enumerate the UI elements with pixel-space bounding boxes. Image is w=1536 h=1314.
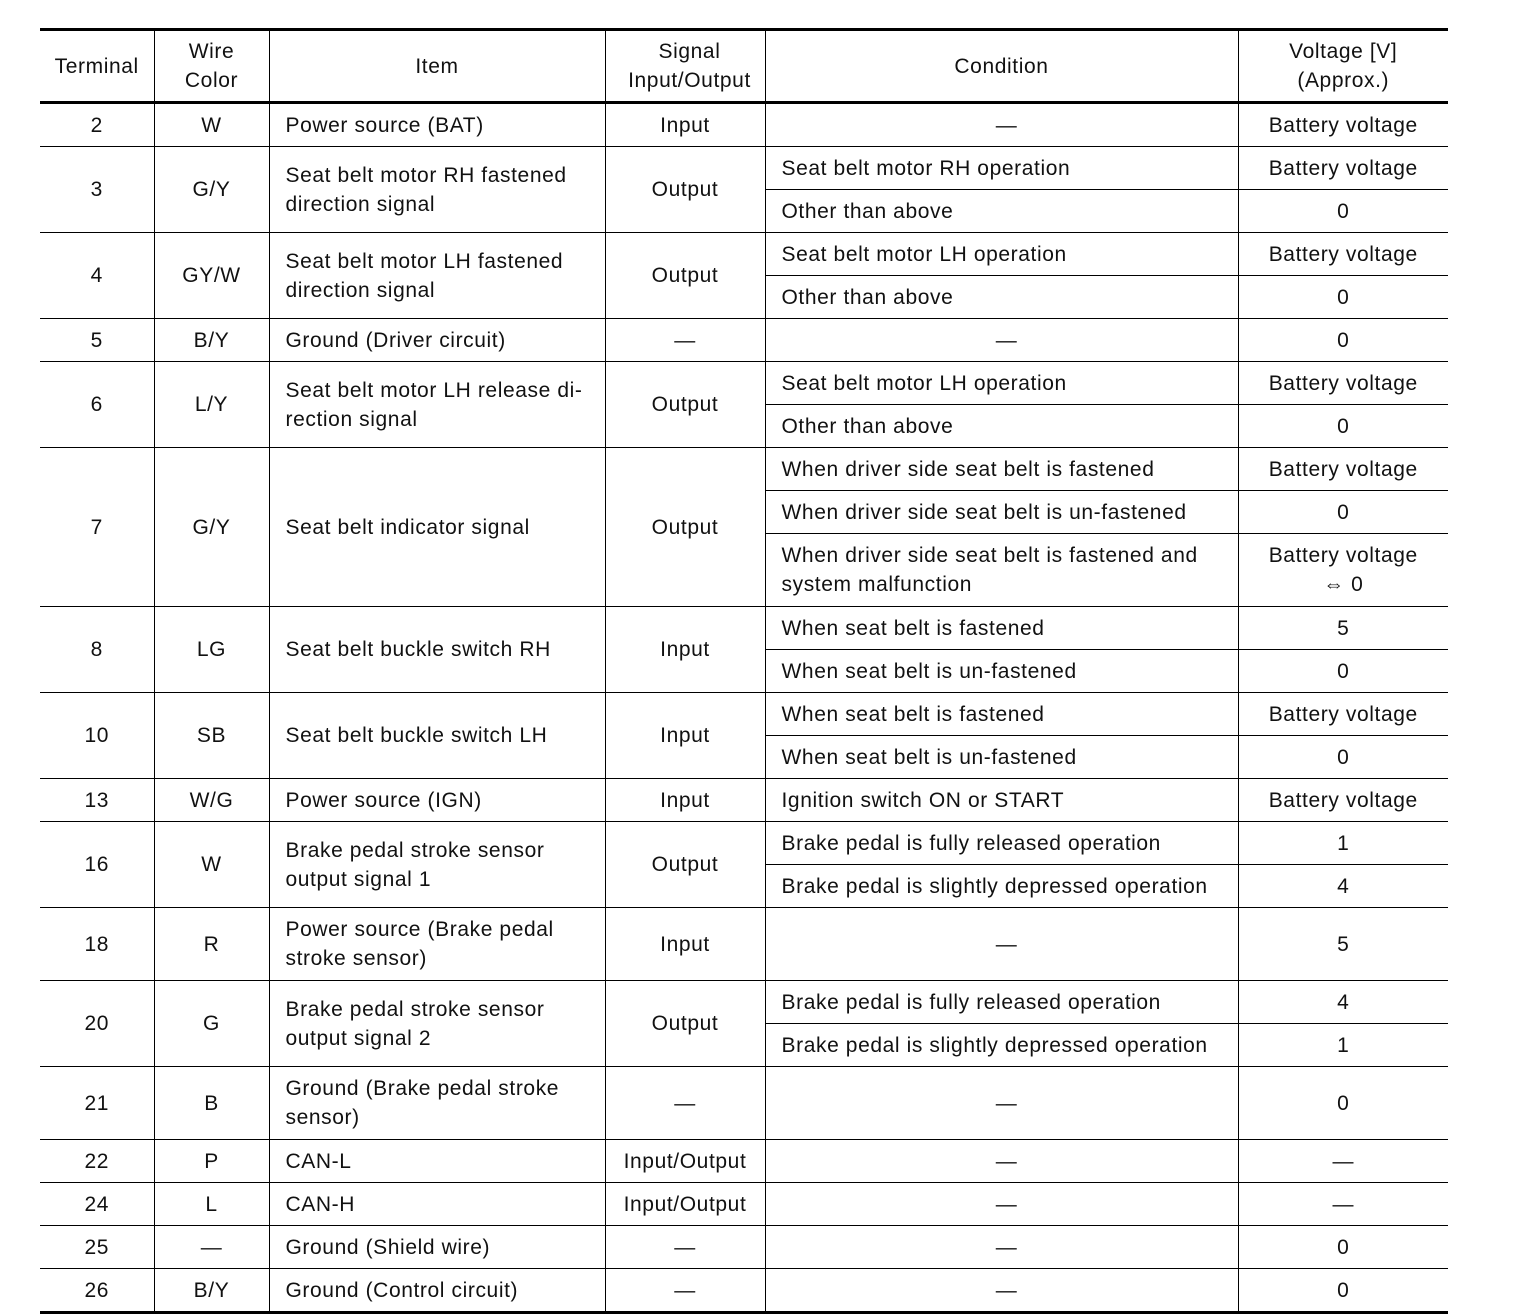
terminal-cell: 5: [40, 319, 154, 362]
wire-color-cell: G/Y: [154, 147, 269, 233]
item-cell: Ground (Control circuit): [269, 1269, 605, 1313]
voltage-cell: 0: [1238, 1269, 1448, 1313]
header-wire-color: [154, 30, 269, 103]
voltage-cell: Battery voltage: [1238, 103, 1448, 147]
signal-cell: Input: [605, 779, 765, 822]
condition-cell: When driver side seat belt is fastened: [765, 448, 1238, 491]
signal-cell: Output: [605, 822, 765, 908]
wire-color-cell: GY/W: [154, 233, 269, 319]
condition-cell: Brake pedal is slightly depressed operation: [765, 865, 1238, 908]
header-row: [40, 30, 1448, 103]
header-signal: [605, 30, 765, 103]
signal-cell: —: [605, 1067, 765, 1140]
condition-cell: —: [765, 1067, 1238, 1140]
voltage-cell: 0: [1238, 736, 1448, 779]
header-wire-color-text: Wire Color: [184, 40, 239, 92]
terminal-cell: 8: [40, 607, 154, 693]
terminal-cell: 10: [40, 693, 154, 779]
voltage-cell: Battery voltage: [1238, 693, 1448, 736]
table-row: [40, 362, 1448, 405]
signal-cell: Output: [605, 233, 765, 319]
table-row: [40, 822, 1448, 865]
item-cell: Power source (IGN): [269, 779, 605, 822]
item-cell: Power source (BAT): [269, 103, 605, 147]
table-body: [40, 103, 1448, 1313]
signal-cell: Output: [605, 981, 765, 1067]
condition-cell: —: [765, 1140, 1238, 1183]
item-cell: Ground (Shield wire): [269, 1226, 605, 1269]
item-cell: Power source (Brake pedal stroke sensor): [269, 908, 605, 981]
signal-cell: Input/Output: [605, 1183, 765, 1226]
condition-cell: Brake pedal is slightly depressed operation: [765, 1024, 1238, 1067]
wire-color-cell: G: [154, 981, 269, 1067]
terminal-cell: 6: [40, 362, 154, 448]
condition-cell: Other than above: [765, 276, 1238, 319]
terminal-cell: 16: [40, 822, 154, 908]
item-cell: Ground (Brake pedal stroke sensor): [269, 1067, 605, 1140]
condition-cell: Ignition switch ON or START: [765, 779, 1238, 822]
voltage-cell: 0: [1238, 1067, 1448, 1140]
signal-cell: —: [605, 1269, 765, 1313]
voltage-cell: 1: [1238, 1024, 1448, 1067]
terminal-cell: 4: [40, 233, 154, 319]
signal-cell: Input: [605, 908, 765, 981]
table-header: [40, 30, 1448, 103]
header-terminal: Terminal: [40, 30, 154, 103]
voltage-cell: —: [1238, 1183, 1448, 1226]
voltage-cell: 5: [1238, 607, 1448, 650]
terminal-cell: 24: [40, 1183, 154, 1226]
voltage-cell: 4: [1238, 865, 1448, 908]
condition-cell: Brake pedal is fully released operation: [765, 822, 1238, 865]
item-cell: CAN-L: [269, 1140, 605, 1183]
table-row: [40, 1140, 1448, 1183]
item-cell: Seat belt indicator signal: [269, 448, 605, 607]
condition-cell: When seat belt is fastened: [765, 693, 1238, 736]
signal-cell: —: [605, 1226, 765, 1269]
table-row: [40, 779, 1448, 822]
voltage-cell: 4: [1238, 981, 1448, 1024]
condition-cell: Seat belt motor LH operation: [765, 233, 1238, 276]
voltage-cell: Battery voltage: [1238, 448, 1448, 491]
signal-cell: Input: [605, 693, 765, 779]
item-cell: Seat belt motor LH fastened direction signal: [269, 233, 605, 319]
header-voltage: [1238, 30, 1448, 103]
table-row: [40, 1226, 1448, 1269]
voltage-cell: 0: [1238, 405, 1448, 448]
condition-cell: —: [765, 1183, 1238, 1226]
item-cell: Brake pedal stroke sensor output signal 2: [269, 981, 605, 1067]
wire-color-cell: SB: [154, 693, 269, 779]
wire-color-cell: W: [154, 103, 269, 147]
terminal-cell: 21: [40, 1067, 154, 1140]
wire-color-cell: B/Y: [154, 319, 269, 362]
condition-cell: Other than above: [765, 405, 1238, 448]
wire-color-cell: R: [154, 908, 269, 981]
terminal-table: [40, 28, 1448, 1314]
table-row: [40, 147, 1448, 190]
terminal-table-container: [40, 28, 1448, 1314]
condition-cell: When seat belt is un-fastened: [765, 650, 1238, 693]
signal-cell: —: [605, 319, 765, 362]
signal-cell: Input: [605, 607, 765, 693]
wire-color-cell: G/Y: [154, 448, 269, 607]
condition-cell: Other than above: [765, 190, 1238, 233]
item-cell: Brake pedal stroke sensor output signal 1: [269, 822, 605, 908]
wire-color-cell: —: [154, 1226, 269, 1269]
condition-cell: —: [765, 103, 1238, 147]
voltage-cell: Battery voltage: [1238, 233, 1448, 276]
table-row: [40, 103, 1448, 147]
condition-cell: When seat belt is fastened: [765, 607, 1238, 650]
condition-cell: Brake pedal is fully released operation: [765, 981, 1238, 1024]
condition-cell: —: [765, 1226, 1238, 1269]
voltage-cell: 0: [1238, 491, 1448, 534]
table-row: [40, 1067, 1448, 1140]
signal-cell: Output: [605, 362, 765, 448]
terminal-cell: 3: [40, 147, 154, 233]
table-row: [40, 1183, 1448, 1226]
condition-cell: —: [765, 908, 1238, 981]
condition-cell: When driver side seat belt is un-fastened: [765, 491, 1238, 534]
voltage-cell: 0: [1238, 276, 1448, 319]
wire-color-cell: B: [154, 1067, 269, 1140]
wire-color-cell: P: [154, 1140, 269, 1183]
wire-color-cell: B/Y: [154, 1269, 269, 1313]
voltage-cell: 1: [1238, 822, 1448, 865]
condition-cell: Seat belt motor LH operation: [765, 362, 1238, 405]
item-cell: Ground (Driver circuit): [269, 319, 605, 362]
voltage-cell: 0: [1238, 319, 1448, 362]
table-row: [40, 693, 1448, 736]
signal-cell: Input: [605, 103, 765, 147]
item-cell: Seat belt motor RH fastened direction signal: [269, 147, 605, 233]
condition-cell: Seat belt motor RH operation: [765, 147, 1238, 190]
wire-color-cell: LG: [154, 607, 269, 693]
voltage-cell: 0: [1238, 650, 1448, 693]
voltage-cell: 0: [1238, 1226, 1448, 1269]
wire-color-cell: W: [154, 822, 269, 908]
header-item: Item: [269, 30, 605, 103]
voltage-cell: Battery voltage ⇔ 0: [1238, 534, 1448, 607]
table-row: [40, 319, 1448, 362]
table-row: [40, 448, 1448, 491]
condition-cell: —: [765, 1269, 1238, 1313]
voltage-cell: Battery voltage: [1238, 362, 1448, 405]
header-voltage-text: Voltage [V] (Approx.): [1289, 40, 1398, 92]
header-signal-text: Signal Input/Output: [628, 40, 751, 92]
terminal-cell: 7: [40, 448, 154, 607]
item-cell: Seat belt buckle switch LH: [269, 693, 605, 779]
terminal-cell: 20: [40, 981, 154, 1067]
wire-color-cell: L: [154, 1183, 269, 1226]
wire-color-cell: L/Y: [154, 362, 269, 448]
table-row: [40, 908, 1448, 981]
terminal-cell: 2: [40, 103, 154, 147]
header-condition: Condition: [765, 30, 1238, 103]
table-row: [40, 981, 1448, 1024]
signal-cell: Input/Output: [605, 1140, 765, 1183]
wire-color-cell: W/G: [154, 779, 269, 822]
item-cell: CAN-H: [269, 1183, 605, 1226]
terminal-cell: 13: [40, 779, 154, 822]
voltage-cell: —: [1238, 1140, 1448, 1183]
signal-cell: Output: [605, 147, 765, 233]
voltage-cell: Battery voltage: [1238, 779, 1448, 822]
condition-cell: When driver side seat belt is fastened and system malfunction: [765, 534, 1238, 607]
terminal-cell: 25: [40, 1226, 154, 1269]
table-row: [40, 1269, 1448, 1313]
voltage-cell: Battery voltage: [1238, 147, 1448, 190]
terminal-cell: 26: [40, 1269, 154, 1313]
table-row: [40, 607, 1448, 650]
item-cell: Seat belt motor LH release di-rection signal: [269, 362, 605, 448]
item-cell: Seat belt buckle switch RH: [269, 607, 605, 693]
voltage-cell: 0: [1238, 190, 1448, 233]
condition-cell: —: [765, 319, 1238, 362]
condition-cell: When seat belt is un-fastened: [765, 736, 1238, 779]
table-row: [40, 233, 1448, 276]
voltage-cell: 5: [1238, 908, 1448, 981]
terminal-cell: 18: [40, 908, 154, 981]
signal-cell: Output: [605, 448, 765, 607]
terminal-cell: 22: [40, 1140, 154, 1183]
